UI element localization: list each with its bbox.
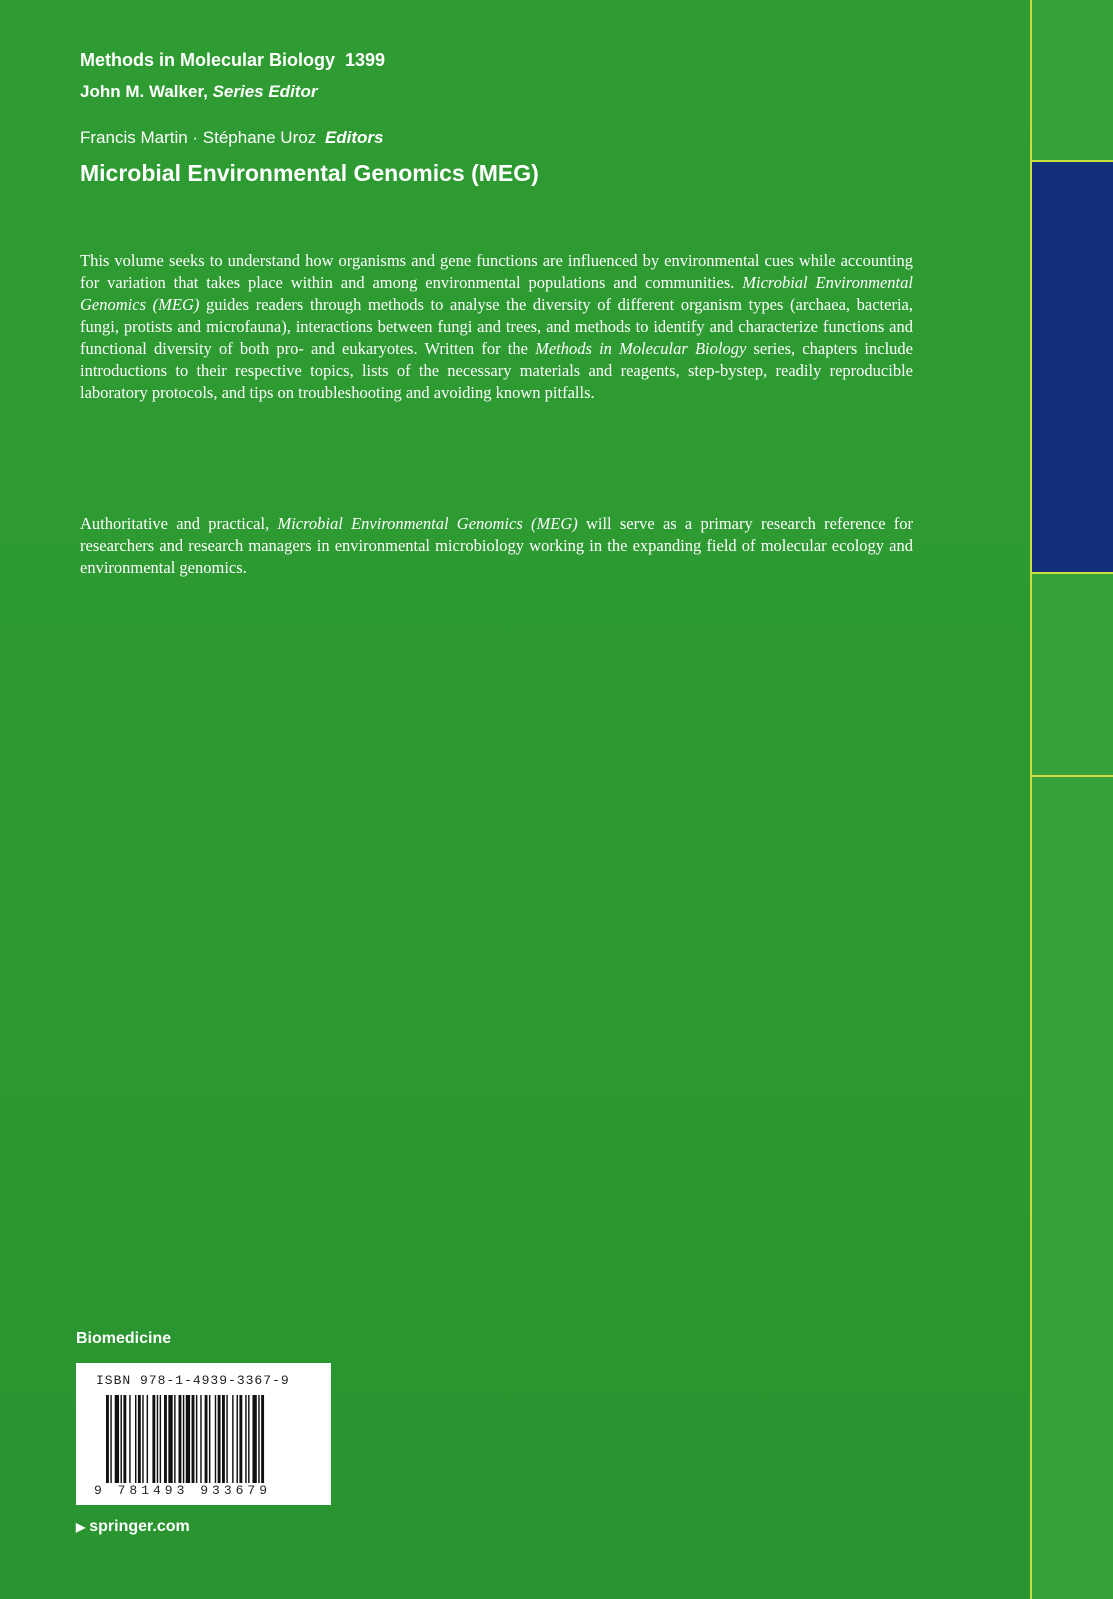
subject-category: Biomedicine	[76, 1330, 172, 1347]
barcode-bar	[200, 1395, 201, 1483]
barcode-bar	[226, 1395, 227, 1483]
editor-role: Editors	[324, 128, 384, 147]
blurb-text: This volume seeks to understand how organisms and gene functions are influenced by environmental cues while accounting for variation that takes place within and among environmental populations and communities.	[80, 251, 913, 292]
blurb-paragraph-2	[80, 513, 913, 579]
series-editor	[80, 82, 317, 102]
barcode-bar	[174, 1395, 175, 1483]
series-editor-role: Series Editor	[212, 82, 318, 101]
barcode-bar	[160, 1395, 161, 1483]
barcode-bar	[106, 1395, 109, 1483]
series-editor-name: John M. Walker,	[80, 82, 208, 101]
barcode-digits: 9 781493 933679	[94, 1483, 272, 1498]
barcode-bar	[222, 1395, 225, 1483]
barcode-bar	[135, 1395, 136, 1483]
play-arrow-icon: ▶	[76, 1520, 86, 1534]
series-name: Methods in Molecular Biology	[80, 50, 336, 70]
barcode-bar	[261, 1395, 264, 1483]
springer-link[interactable]	[76, 1518, 190, 1536]
barcode-bar	[115, 1395, 119, 1483]
barcode-bar	[179, 1395, 182, 1483]
blurb-text: guides readers through methods to analyse the diversity of different organism types (archaea, bacteria, fungi, protists and microfauna), interactions between fungi and trees, and methods to identify and characterize functions and functional diversity of both pro- and eukaryotes. Written for the	[80, 295, 913, 358]
barcode-bars	[106, 1395, 316, 1483]
barcode-bar	[123, 1395, 126, 1483]
barcode-bar	[218, 1395, 221, 1483]
barcode-bar	[129, 1395, 130, 1483]
barcode-bar	[183, 1395, 184, 1483]
barcode-bar	[138, 1395, 141, 1483]
isbn-barcode	[76, 1363, 331, 1505]
barcode-bar	[258, 1395, 259, 1483]
blurb-title-ref: Microbial Environmental Genomics (MEG)	[277, 514, 578, 533]
isbn-label: ISBN 978-1-4939-3367-9	[96, 1373, 290, 1388]
spine-blue-band	[1032, 160, 1113, 574]
barcode-bar	[232, 1395, 233, 1483]
barcode-bar	[157, 1395, 158, 1483]
editor-names: Francis Martin · Stéphane Uroz	[80, 128, 317, 147]
barcode-bar	[245, 1395, 246, 1483]
barcode-bar	[252, 1395, 256, 1483]
barcode-bar	[121, 1395, 122, 1483]
barcode-bar	[192, 1395, 195, 1483]
spine-edge	[1030, 0, 1113, 1599]
barcode-bar	[186, 1395, 190, 1483]
barcode-bar	[164, 1395, 167, 1483]
barcode-bar	[147, 1395, 148, 1483]
barcode-bar	[142, 1395, 143, 1483]
spine-rule	[1032, 775, 1113, 777]
series-number: 1399	[345, 50, 386, 70]
blurb-series-ref: Methods in Molecular Biology	[535, 339, 747, 358]
barcode-bar	[215, 1395, 216, 1483]
barcode-bar	[110, 1395, 111, 1483]
barcode-bar	[248, 1395, 249, 1483]
blurb-paragraph-1	[80, 250, 913, 404]
series-line	[80, 50, 385, 71]
book-editors	[80, 128, 384, 148]
barcode-bar	[237, 1395, 238, 1483]
barcode-bar	[168, 1395, 172, 1483]
barcode-bar	[209, 1395, 210, 1483]
barcode-bar	[205, 1395, 208, 1483]
springer-link-text: springer.com	[89, 1518, 190, 1535]
blurb-text: series, chapters include introductions to their respective topics, lists of the necessary materials and reagents, step-bystep, readily reproducible laboratory protocols, and tips on troubleshooting and avoiding known pitfalls.	[80, 339, 913, 402]
barcode-bar	[196, 1395, 197, 1483]
blurb-text: will serve as a primary research reference for researchers and research managers in environmental microbiology working in the expanding field of molecular ecology and environmental genomics.	[80, 514, 914, 577]
barcode-bar	[239, 1395, 242, 1483]
book-title: Microbial Environmental Genomics (MEG)	[80, 160, 539, 186]
barcode-bar	[152, 1395, 155, 1483]
blurb-text: Authoritative and practical,	[80, 514, 278, 533]
blurb-title-ref: Microbial Environmental Genomics (MEG)	[80, 273, 913, 314]
